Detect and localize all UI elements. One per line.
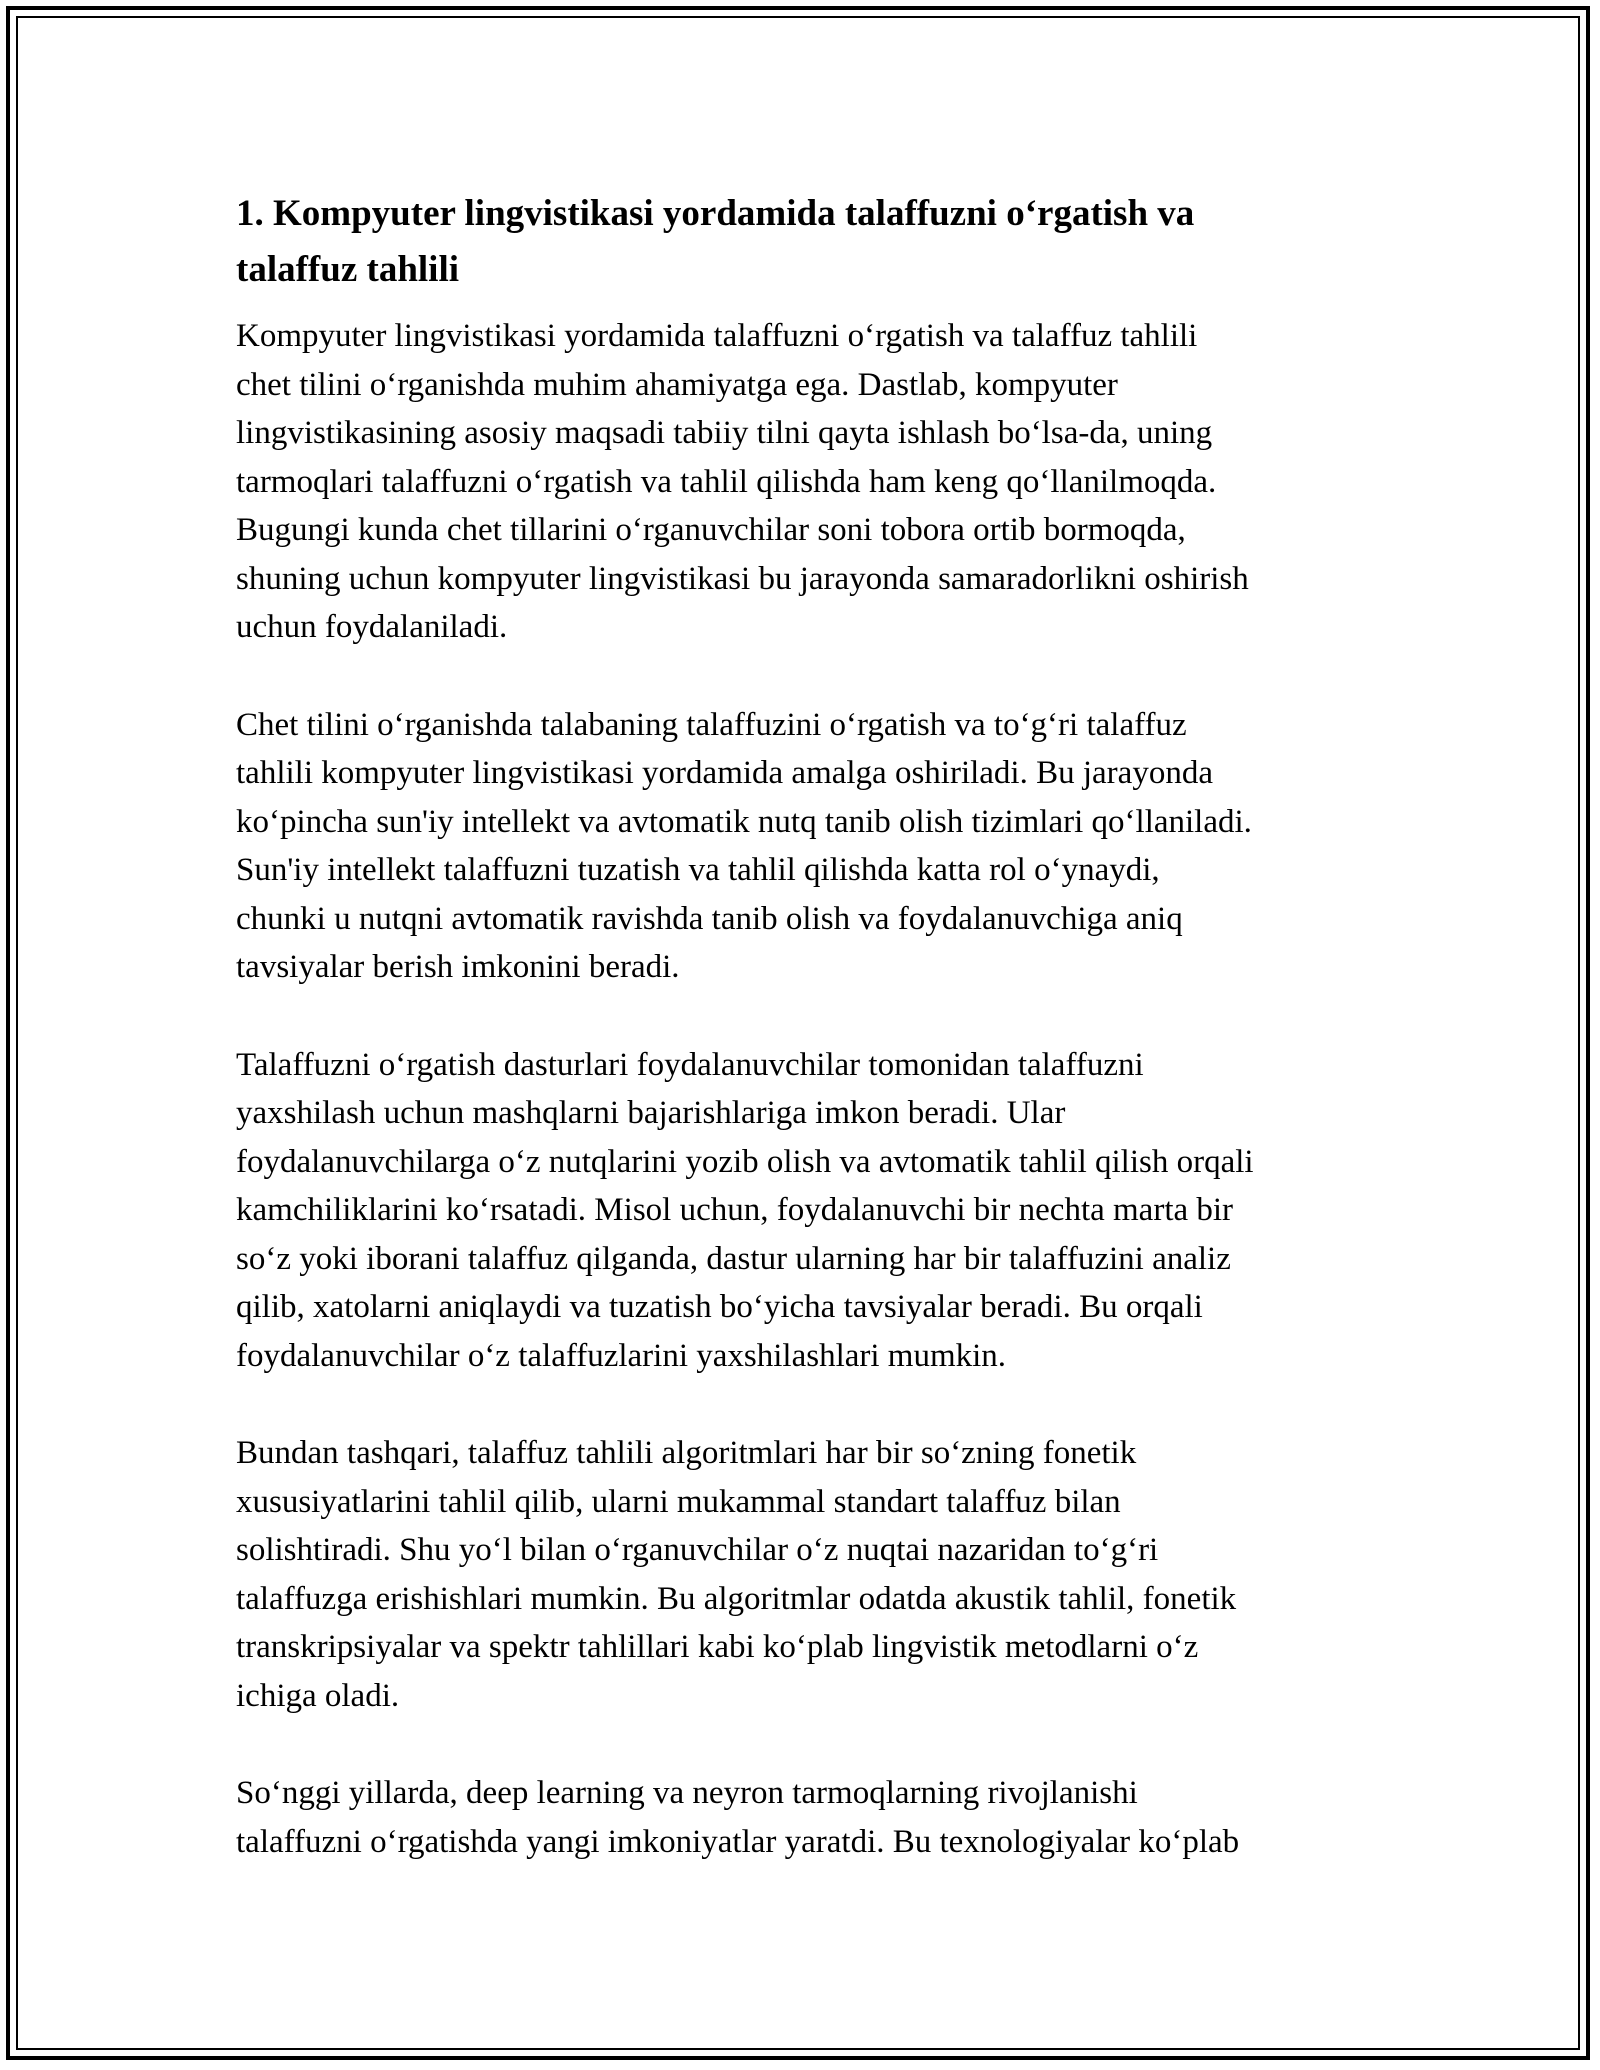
- paragraph-4: Bundan tashqari, talaffuz tahlili algoritmlari har bir so‘zning fonetik xususiyatlarini tahlil qilib, ularni mukammal standart talaffuz bilan solishtiradi. Shu yo‘l bilan o‘rganuvchilar o‘z nuqtai nazaridan to‘g‘ri talaffuzga erishishlari mumkin. Bu algoritmlar odatda akustik tahlil, fonetik transkripsiyalar va spektr tahlillari kabi ko‘plab lingvistik metodlarni o‘z ichiga oladi.: [236, 1435, 1237, 1714]
- paragraph-3: Talaffuzni o‘rgatish dasturlari foydalanuvchilar tomonidan talaffuzni yaxshilash uchun mashqlarni bajarishlariga imkon beradi. Ular foydalanuvchilarga o‘z nutqlarini yozib olish va avtomatik tahlil qilish orqali kamchiliklarini ko‘rsatadi. Misol uchun, foydalanuvchi bir nechta marta bir so‘z yoki iborani talaffuz qilganda, dastur ularning har bir talaffuzini analiz qilib, xatolarni aniqlaydi va tuzatish bo‘yicha tavsiyalar beradi. Bu orqali foydalanuvchilar o‘z talaffuzlarini yaxshilashlari mumkin.: [236, 1046, 1254, 1374]
- paragraph-5: So‘nggi yillarda, deep learning va neyron tarmoqlarning rivojlanishi talaffuzni o‘rgatishda yangi imkoniyatlar yaratdi. Bu texnologiyalar ko‘plab: [236, 1775, 1240, 1860]
- paragraph-1: Kompyuter lingvistikasi yordamida talaffuzni o‘rgatish va talaffuz tahlili chet tilini o‘rganishda muhim ahamiyatga ega. Dastlab, kompyuter lingvistikasining asosiy maqsadi tabiiy tilni qayta ishlash bo‘lsa-da, uning tarmoqlari talaffuzni o‘rgatish va tahlil qilishda ham keng qo‘llanilmoqda. Bugungi kunda chet tillarini o‘rganuvchilar soni tobora ortib bormoqda, shuning uchun kompyuter lingvistikasi bu jarayonda samaradorlikni oshirish uchun foydalaniladi.: [236, 318, 1249, 645]
- section-heading: 1. Kompyuter lingvistikasi yordamida talaffuzni o‘rgatish va talaffuz tahlili: [236, 193, 1195, 290]
- paragraph-2: Chet tilini o‘rganishda talabaning talaffuzini o‘rgatish va to‘g‘ri talaffuz tahlili kompyuter lingvistikasi yordamida amalga oshiriladi. Bu jarayonda ko‘pincha sun'iy intellekt va avtomatik nutq tanib olish tizimlari qo‘llaniladi. Sun'iy intellekt talaffuzni tuzatish va tahlil qilishda katta rol o‘ynaydi, chunki u nutqni avtomatik ravishda tanib olish va foydalanuvchiga aniq tavsiyalar berish imkonini beradi.: [236, 706, 1252, 985]
- document-body: [236, 186, 1376, 1915]
